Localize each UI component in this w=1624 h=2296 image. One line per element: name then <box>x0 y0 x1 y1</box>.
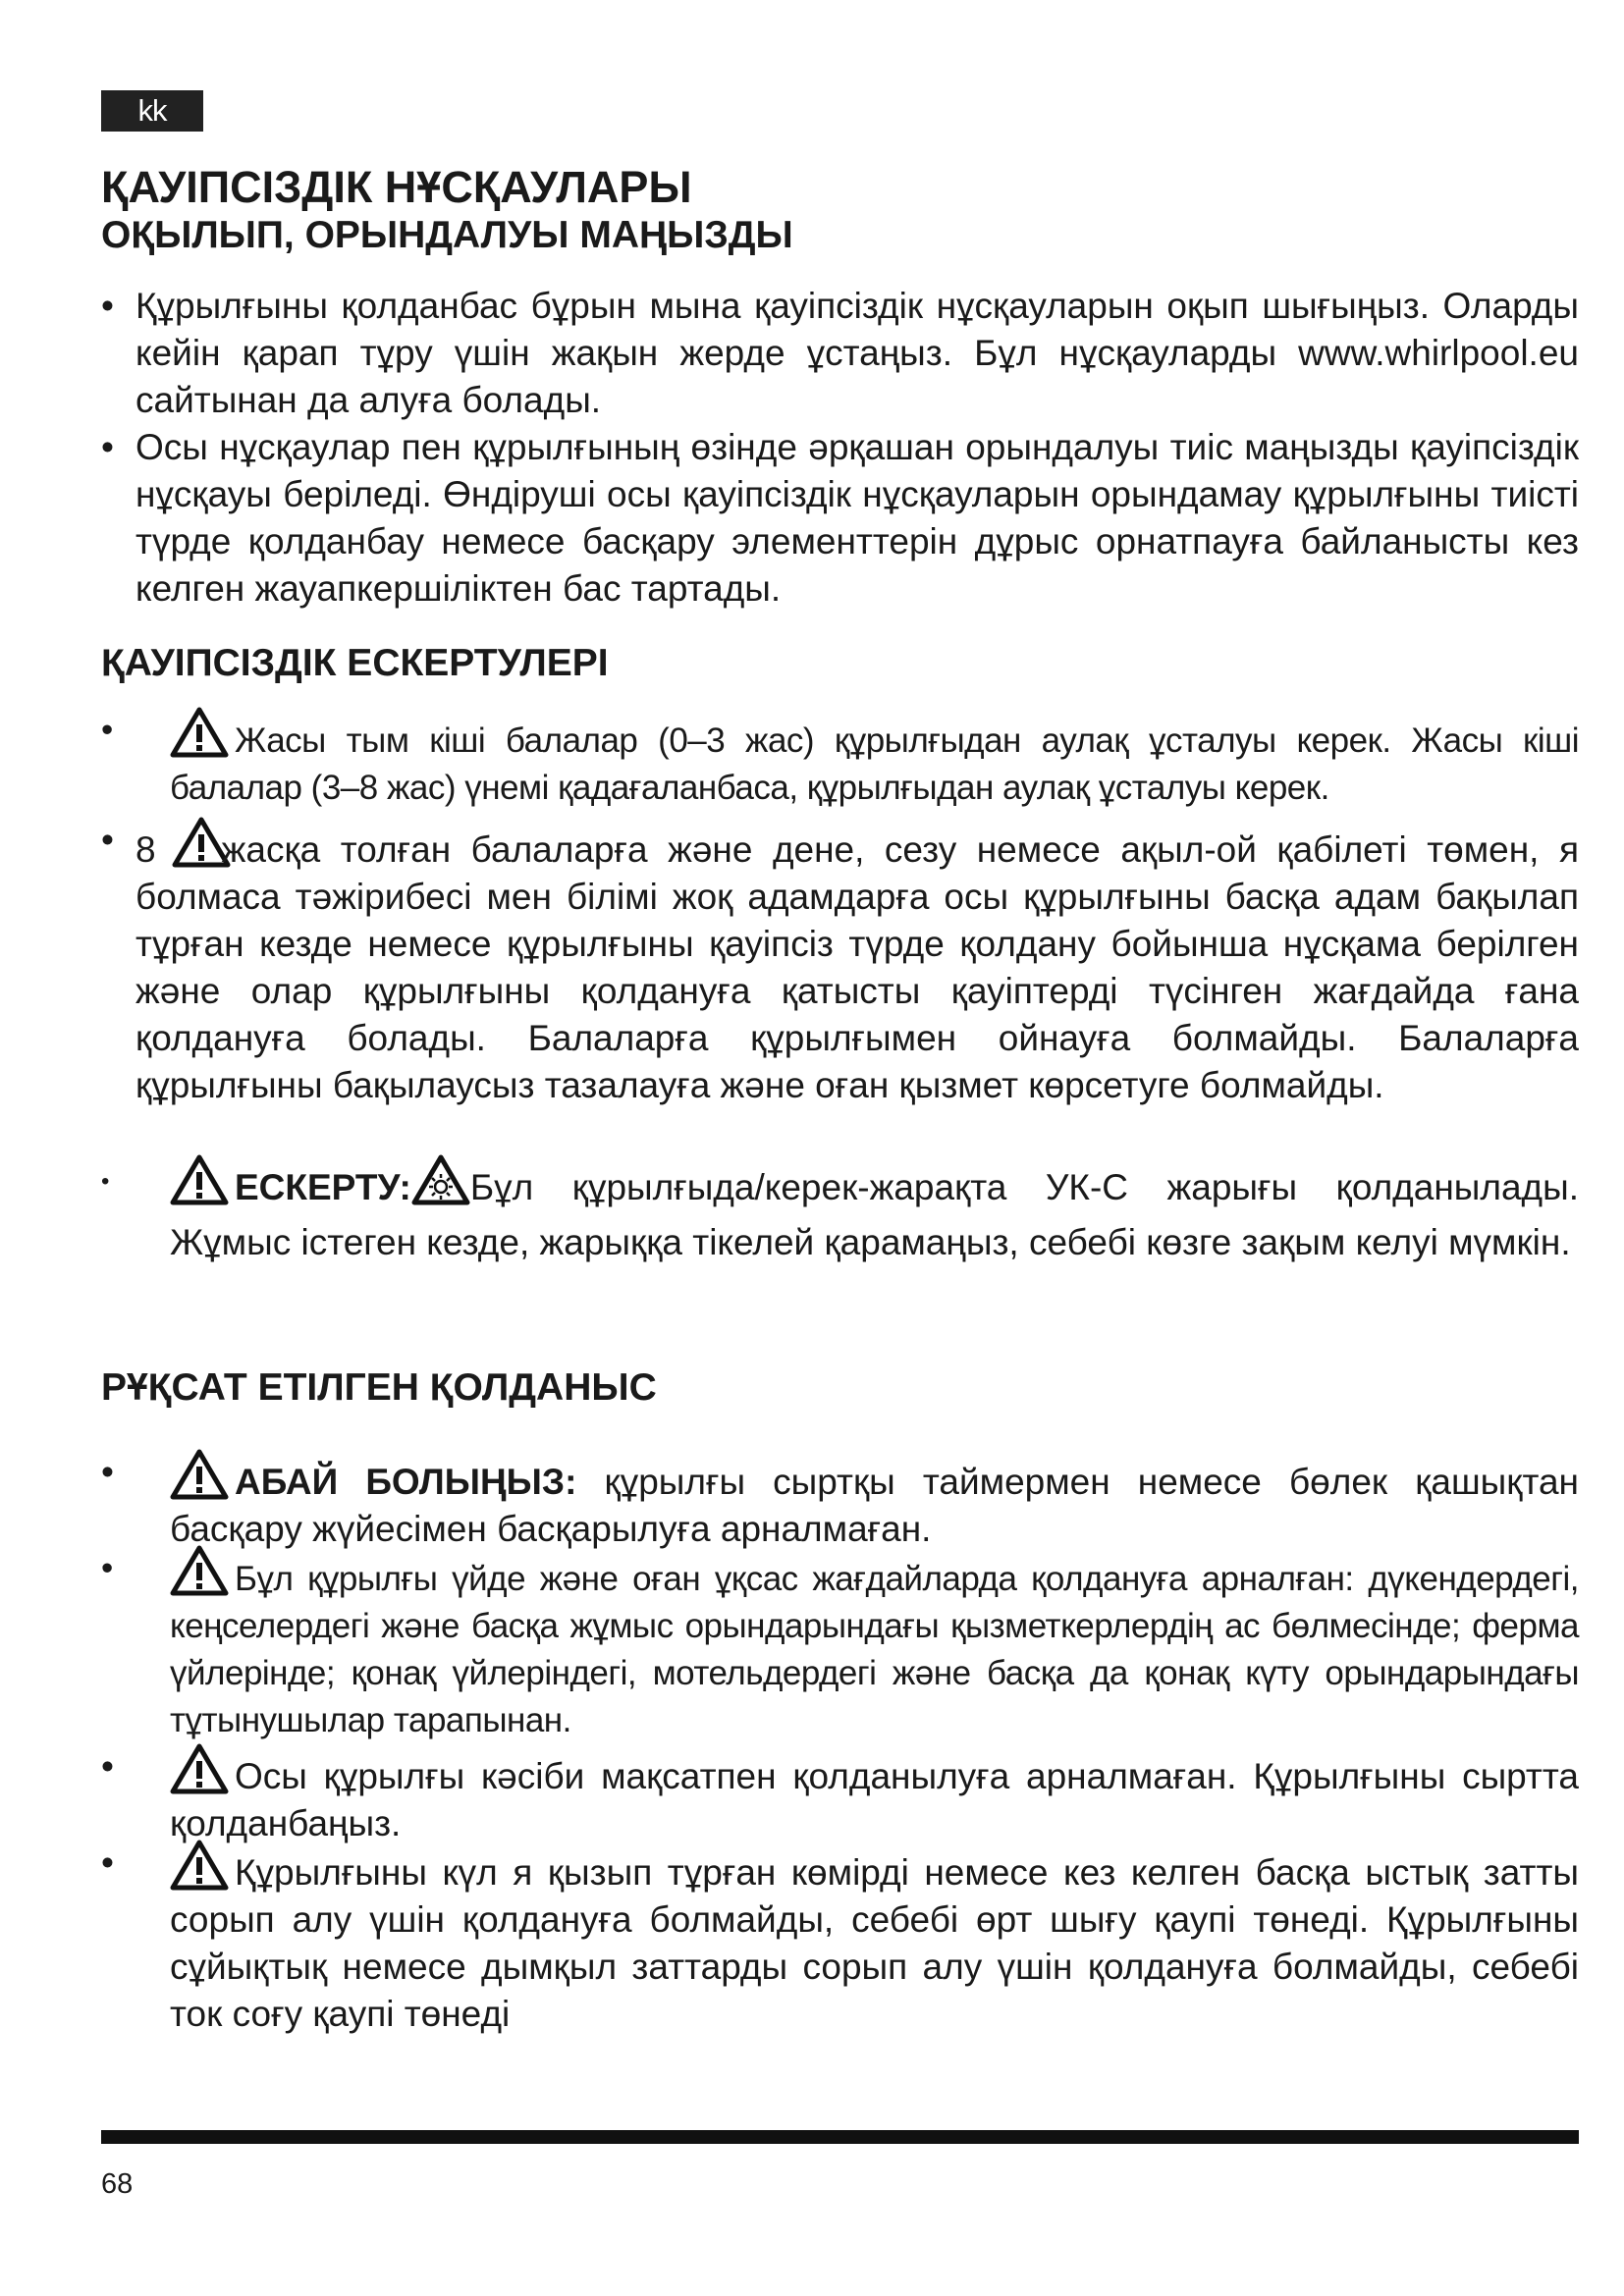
page-number: 68 <box>101 2168 134 2200</box>
warning-triangle-icon <box>170 1545 229 1596</box>
bullet: • <box>101 1168 110 1195</box>
warning-triangle-icon <box>170 1840 229 1891</box>
bullet: • <box>101 1746 114 1787</box>
bullet: • <box>101 711 113 749</box>
warning-triangle-icon <box>172 817 215 868</box>
bullet: • <box>101 286 114 326</box>
footer-rule <box>101 2130 1579 2144</box>
use-item-4 <box>101 1840 1579 2038</box>
intro-text-2: Осы нұсқаулар пен құрылғының өзінде әрқашан орындалуы тиіс маңызды қауіпсіздік нұсқауы беріледі. Өндіруші осы қауіпсіздік нұсқауларын орындамау құрылғыны тиісті түрде қолданбау немесе басқару элементтерін дұрыс орнатпауға байланысты кез келген жауапкершіліктен бас тартады. <box>135 427 1579 609</box>
use-heading: РҰҚСАТ ЕТІЛГЕН ҚОЛДАНЫС <box>101 1366 657 1409</box>
warning-prefix-2: 8 <box>135 829 156 870</box>
warning-text-1: Жасы тым кіші балалар (0–3 жас) құрылғыдан аулақ ұсталуы керек. Жасы кіші балалар (3–8 жас) үнемі қадағаланбаса, құрылғыдан аулақ ұсталуы керек. <box>170 721 1579 807</box>
bullet: • <box>101 820 114 860</box>
warning-triangle-icon <box>170 1449 229 1500</box>
use-text-1: құрылғы сыртқы таймермен немесе бөлек қашықтан басқару жүйесімен басқарылуға арналмаған. <box>170 1462 1579 1549</box>
warning-triangle-icon <box>170 1743 229 1794</box>
use-label-1: АБАЙ БОЛЫҢЫЗ: <box>235 1462 577 1502</box>
language-tab: kk <box>101 90 203 132</box>
bullet: • <box>101 1549 113 1587</box>
warning-triangle-icon <box>170 1154 229 1205</box>
use-item-2 <box>101 1545 1579 1744</box>
intro-item-2 <box>101 424 1579 613</box>
use-text-4: Құрылғыны күл я қызып тұрған көмірді немесе кез келген басқа ыстық затты сорып алу үшін қолдануға болмайды, себебі өрт шығу қаупі төнеді. Құрылғыны сұйықтық немесе дымқыл заттарды сорып алу үшін қолдануға болмайды, себебі ток соғу қаупі төнеді <box>170 1852 1579 2034</box>
warning-triangle-icon <box>170 707 229 758</box>
uv-radiation-icon <box>411 1154 470 1205</box>
warning-label-3: ЕСКЕРТУ: <box>235 1167 411 1207</box>
bullet: • <box>101 1842 114 1883</box>
warning-text-3: Бұл құрылғыда/керек-жарақта УК-С жарығы қолданылады. Жұмыс істеген кезде, жарыққа тікелей қарамаңыз, себебі көзге зақым келуі мүмкін. <box>170 1167 1579 1262</box>
use-item-3 <box>101 1743 1579 1847</box>
bullet: • <box>101 427 114 467</box>
page-subtitle: ОҚЫЛЫП, ОРЫНДАЛУЫ МАҢЫЗДЫ <box>101 214 793 256</box>
warning-item-3 <box>101 1154 1579 1270</box>
intro-item-1 <box>101 283 1579 424</box>
warning-text-2: жасқа толған балаларға және дене, сезу немесе ақыл-ой қабілеті төмен, я болмаса тәжірибесі мен білімі жоқ адамдарға осы құрылғыны басқа адам бақылап тұрған кезде немесе құрылғыны қауіпсіз түрде қолдану бойынша нұсқама берілген және олар құрылғыны қолдануға қатысты қауіптерді түсінген жағдайда ғана қолдануға болады. Балаларға құрылғымен ойнауға болмайды. Балаларға құрылғыны бақылаусыз тазалауға және оған қызмет көрсетуге болмайды. <box>135 829 1580 1105</box>
bullet: • <box>101 1452 114 1492</box>
intro-text-1: Құрылғыны қолданбас бұрын мына қауіпсіздік нұсқауларын оқып шығыңыз. Оларды кейін қарап тұру үшін жақын жерде ұстаңыз. Бұл нұсқауларды www.whirlpool.eu сайтынан да алуға болады. <box>135 286 1579 420</box>
warnings-heading: ҚАУІПСІЗДІК ЕСКЕРТУЛЕРІ <box>101 642 609 684</box>
warning-item-2 <box>101 817 1579 1109</box>
page-title: ҚАУІПСІЗДІК НҰСҚАУЛАРЫ <box>101 162 692 212</box>
use-item-1 <box>101 1449 1579 1553</box>
warning-item-1 <box>101 707 1579 812</box>
use-text-2: Бұл құрылғы үйде және оған ұқсас жағдайларда қолдануға арналған: дүкендердегі, кеңселердегі және басқа жұмыс орындарындағы қызметкерлердің ас бөлмесінде; ферма үйлерінде; қонақ үйлеріндегі, мотельдердегі және басқа да қонақ күту орындарындағы тұтынушылар тарапынан. <box>170 1560 1579 1739</box>
use-text-3: Осы құрылғы кәсіби мақсатпен қолданылуға арналмаған. Құрылғыны сыртта қолданбаңыз. <box>170 1756 1579 1843</box>
